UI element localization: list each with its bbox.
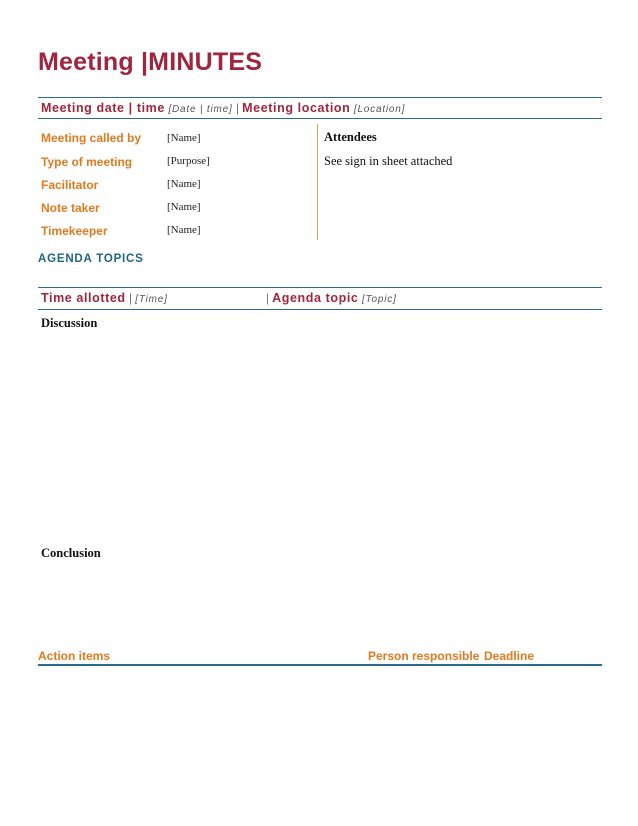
timekeeper-value[interactable]: [Name] [167, 224, 201, 236]
meeting-called-by-label: Meeting called by [41, 131, 142, 145]
deadline-label: Deadline [484, 649, 535, 663]
type-of-meeting-label: Type of meeting [41, 155, 133, 169]
person-responsible-label: Person responsible [368, 649, 480, 663]
meeting-date-label: Meeting date | time [41, 101, 165, 115]
action-items-label: Action items [38, 649, 111, 663]
meeting-location-label: Meeting location [242, 101, 351, 115]
agenda-topic-rule [38, 309, 602, 310]
agenda-topic-separator: | [266, 290, 269, 305]
agenda-topic-group [266, 290, 397, 306]
meeting-line-separator: | [236, 100, 239, 115]
agenda-topic-line [41, 290, 168, 306]
facilitator-label: Facilitator [41, 178, 99, 192]
page-title: Meeting |MINUTES [38, 48, 263, 76]
meeting-called-by-value[interactable]: [Name] [167, 132, 201, 144]
agenda-topic-placeholder[interactable]: [Topic] [361, 294, 397, 305]
header-rule [38, 97, 602, 98]
timekeeper-label: Timekeeper [41, 224, 108, 238]
meeting-date-placeholder[interactable]: [Date | time] [168, 104, 233, 115]
attendees-divider [317, 124, 318, 240]
agenda-topics-heading: AGENDA TOPICS [38, 253, 144, 265]
attendees-heading: Attendees [324, 130, 377, 144]
agenda-topic-label: Agenda topic [272, 291, 359, 305]
time-allotted-separator: | [129, 290, 132, 305]
discussion-label: Discussion [41, 316, 98, 330]
note-taker-label: Note taker [41, 201, 100, 215]
action-items-rule [38, 664, 602, 666]
time-allotted-label: Time allotted [41, 291, 126, 305]
note-taker-value[interactable]: [Name] [167, 201, 201, 213]
meeting-location-placeholder[interactable]: [Location] [353, 104, 406, 115]
facilitator-value[interactable]: [Name] [167, 178, 201, 190]
agenda-top-rule [38, 287, 602, 288]
type-of-meeting-value[interactable]: [Purpose] [167, 155, 210, 167]
conclusion-label: Conclusion [41, 546, 101, 560]
meeting-info-line [41, 100, 405, 116]
time-allotted-placeholder[interactable]: [Time] [135, 294, 168, 305]
attendees-value[interactable]: See sign in sheet attached [324, 154, 453, 168]
meeting-info-rule [38, 118, 602, 119]
